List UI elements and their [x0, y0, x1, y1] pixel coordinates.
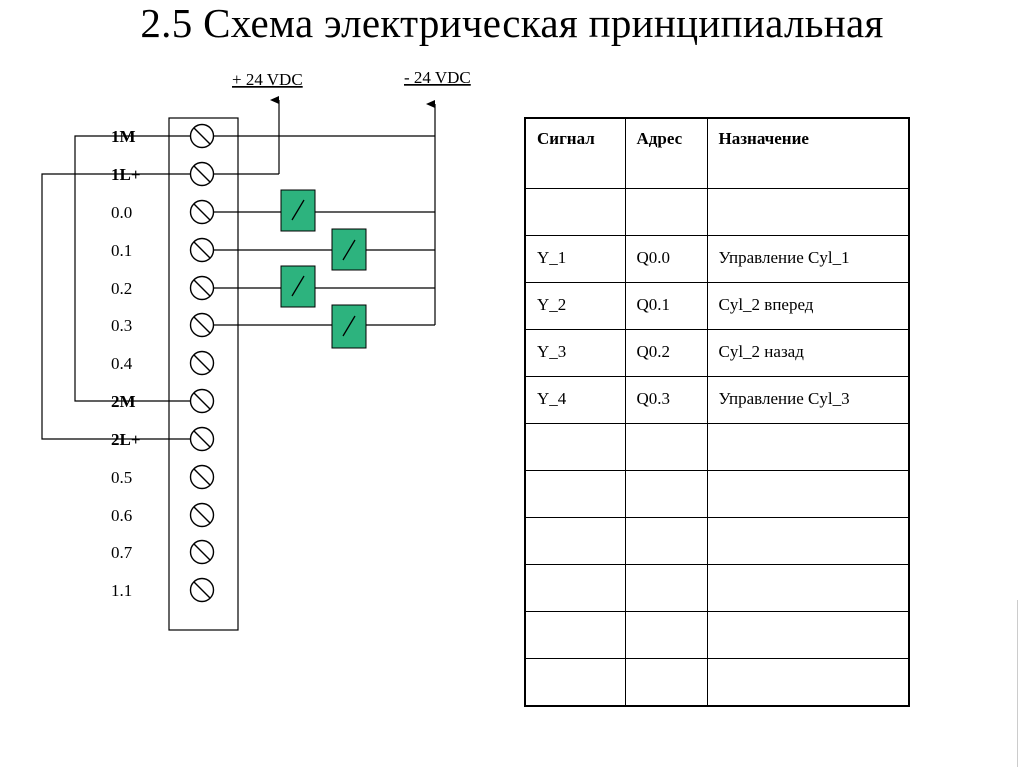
- plus-24vdc-label: + 24 VDC: [232, 70, 303, 89]
- table-cell: Cyl_2 вперед: [707, 283, 909, 330]
- table-cell: [707, 471, 909, 518]
- table-cell: Q0.1: [625, 283, 707, 330]
- table-cell: [525, 518, 625, 565]
- table-cell: [525, 189, 625, 236]
- table-row: [525, 565, 909, 612]
- table-cell: Q0.3: [625, 377, 707, 424]
- minus-24vdc-label: - 24 VDC: [404, 68, 471, 87]
- terminal-label: 1L+: [111, 165, 141, 184]
- table-cell: Y_4: [525, 377, 625, 424]
- table-cell: [525, 659, 625, 707]
- terminal-0-4: [111, 352, 214, 375]
- terminal-label: 0.2: [111, 279, 133, 298]
- table-cell: Y_2: [525, 283, 625, 330]
- valve-coil-Y2: [332, 229, 366, 270]
- terminal-label: 0.4: [111, 354, 133, 373]
- terminal-label: 2M: [111, 392, 136, 411]
- table-cell: [625, 424, 707, 471]
- table-row: [525, 659, 909, 707]
- table-row: [525, 283, 909, 330]
- terminal-0-6: [111, 504, 214, 527]
- table-cell: [525, 612, 625, 659]
- terminal-label: 0.5: [111, 468, 133, 487]
- terminal-label: 2L+: [111, 430, 141, 449]
- table-cell: [525, 471, 625, 518]
- terminal-label: 1.1: [111, 581, 133, 600]
- table-cell: Q0.2: [625, 330, 707, 377]
- terminal-label: 0.0: [111, 203, 133, 222]
- terminal-label: 0.6: [111, 506, 133, 525]
- table-cell: Cyl_2 назад: [707, 330, 909, 377]
- table-cell: [707, 659, 909, 707]
- header-address: Адрес: [625, 118, 707, 189]
- valve-coil-Y4: [332, 305, 366, 348]
- valve-coil-Y1: [281, 190, 315, 231]
- table-cell: [525, 565, 625, 612]
- table-cell: Y_1: [525, 236, 625, 283]
- terminal-0-3: [111, 314, 214, 337]
- terminal-0-2: [111, 277, 214, 300]
- valve-coil-Y3: [281, 266, 315, 307]
- table-cell: [707, 189, 909, 236]
- table-row: [525, 518, 909, 565]
- signal-table: [524, 117, 910, 707]
- table-cell: [525, 424, 625, 471]
- table-cell: [625, 471, 707, 518]
- table-header-row: [525, 118, 909, 189]
- terminal-label: 1M: [111, 127, 136, 146]
- terminal-0-1: [111, 239, 214, 262]
- table-cell: Q0.0: [625, 236, 707, 283]
- terminal-0-5: [111, 466, 214, 489]
- terminal-0-7: [111, 541, 214, 564]
- terminal-label: 0.1: [111, 241, 133, 260]
- slide-edge: [1017, 600, 1024, 767]
- table-cell: [707, 612, 909, 659]
- table-cell: [625, 612, 707, 659]
- table-cell: [625, 659, 707, 707]
- table-cell: [707, 518, 909, 565]
- header-purpose: Назначение: [707, 118, 909, 189]
- table-cell: [707, 424, 909, 471]
- terminal-label: 0.7: [111, 543, 133, 562]
- table-row: [525, 612, 909, 659]
- table-cell: [625, 189, 707, 236]
- table-cell: Управление Cyl_1: [707, 236, 909, 283]
- table-row: [525, 189, 909, 236]
- terminal-0-0: [111, 201, 214, 224]
- table-row: [525, 236, 909, 283]
- table-cell: [707, 565, 909, 612]
- table-cell: Управление Cyl_3: [707, 377, 909, 424]
- table-cell: Y_3: [525, 330, 625, 377]
- valve-coils: [281, 190, 366, 348]
- table-row: [525, 471, 909, 518]
- table-row: [525, 424, 909, 471]
- table-row: [525, 377, 909, 424]
- page-title: 2.5 Схема электрическая принципиальная: [140, 0, 884, 46]
- table-row: [525, 330, 909, 377]
- table-cell: [625, 518, 707, 565]
- terminal-label: 0.3: [111, 316, 133, 335]
- table-cell: [625, 565, 707, 612]
- terminal-1-1: [111, 579, 214, 602]
- header-signal: Сигнал: [525, 118, 625, 189]
